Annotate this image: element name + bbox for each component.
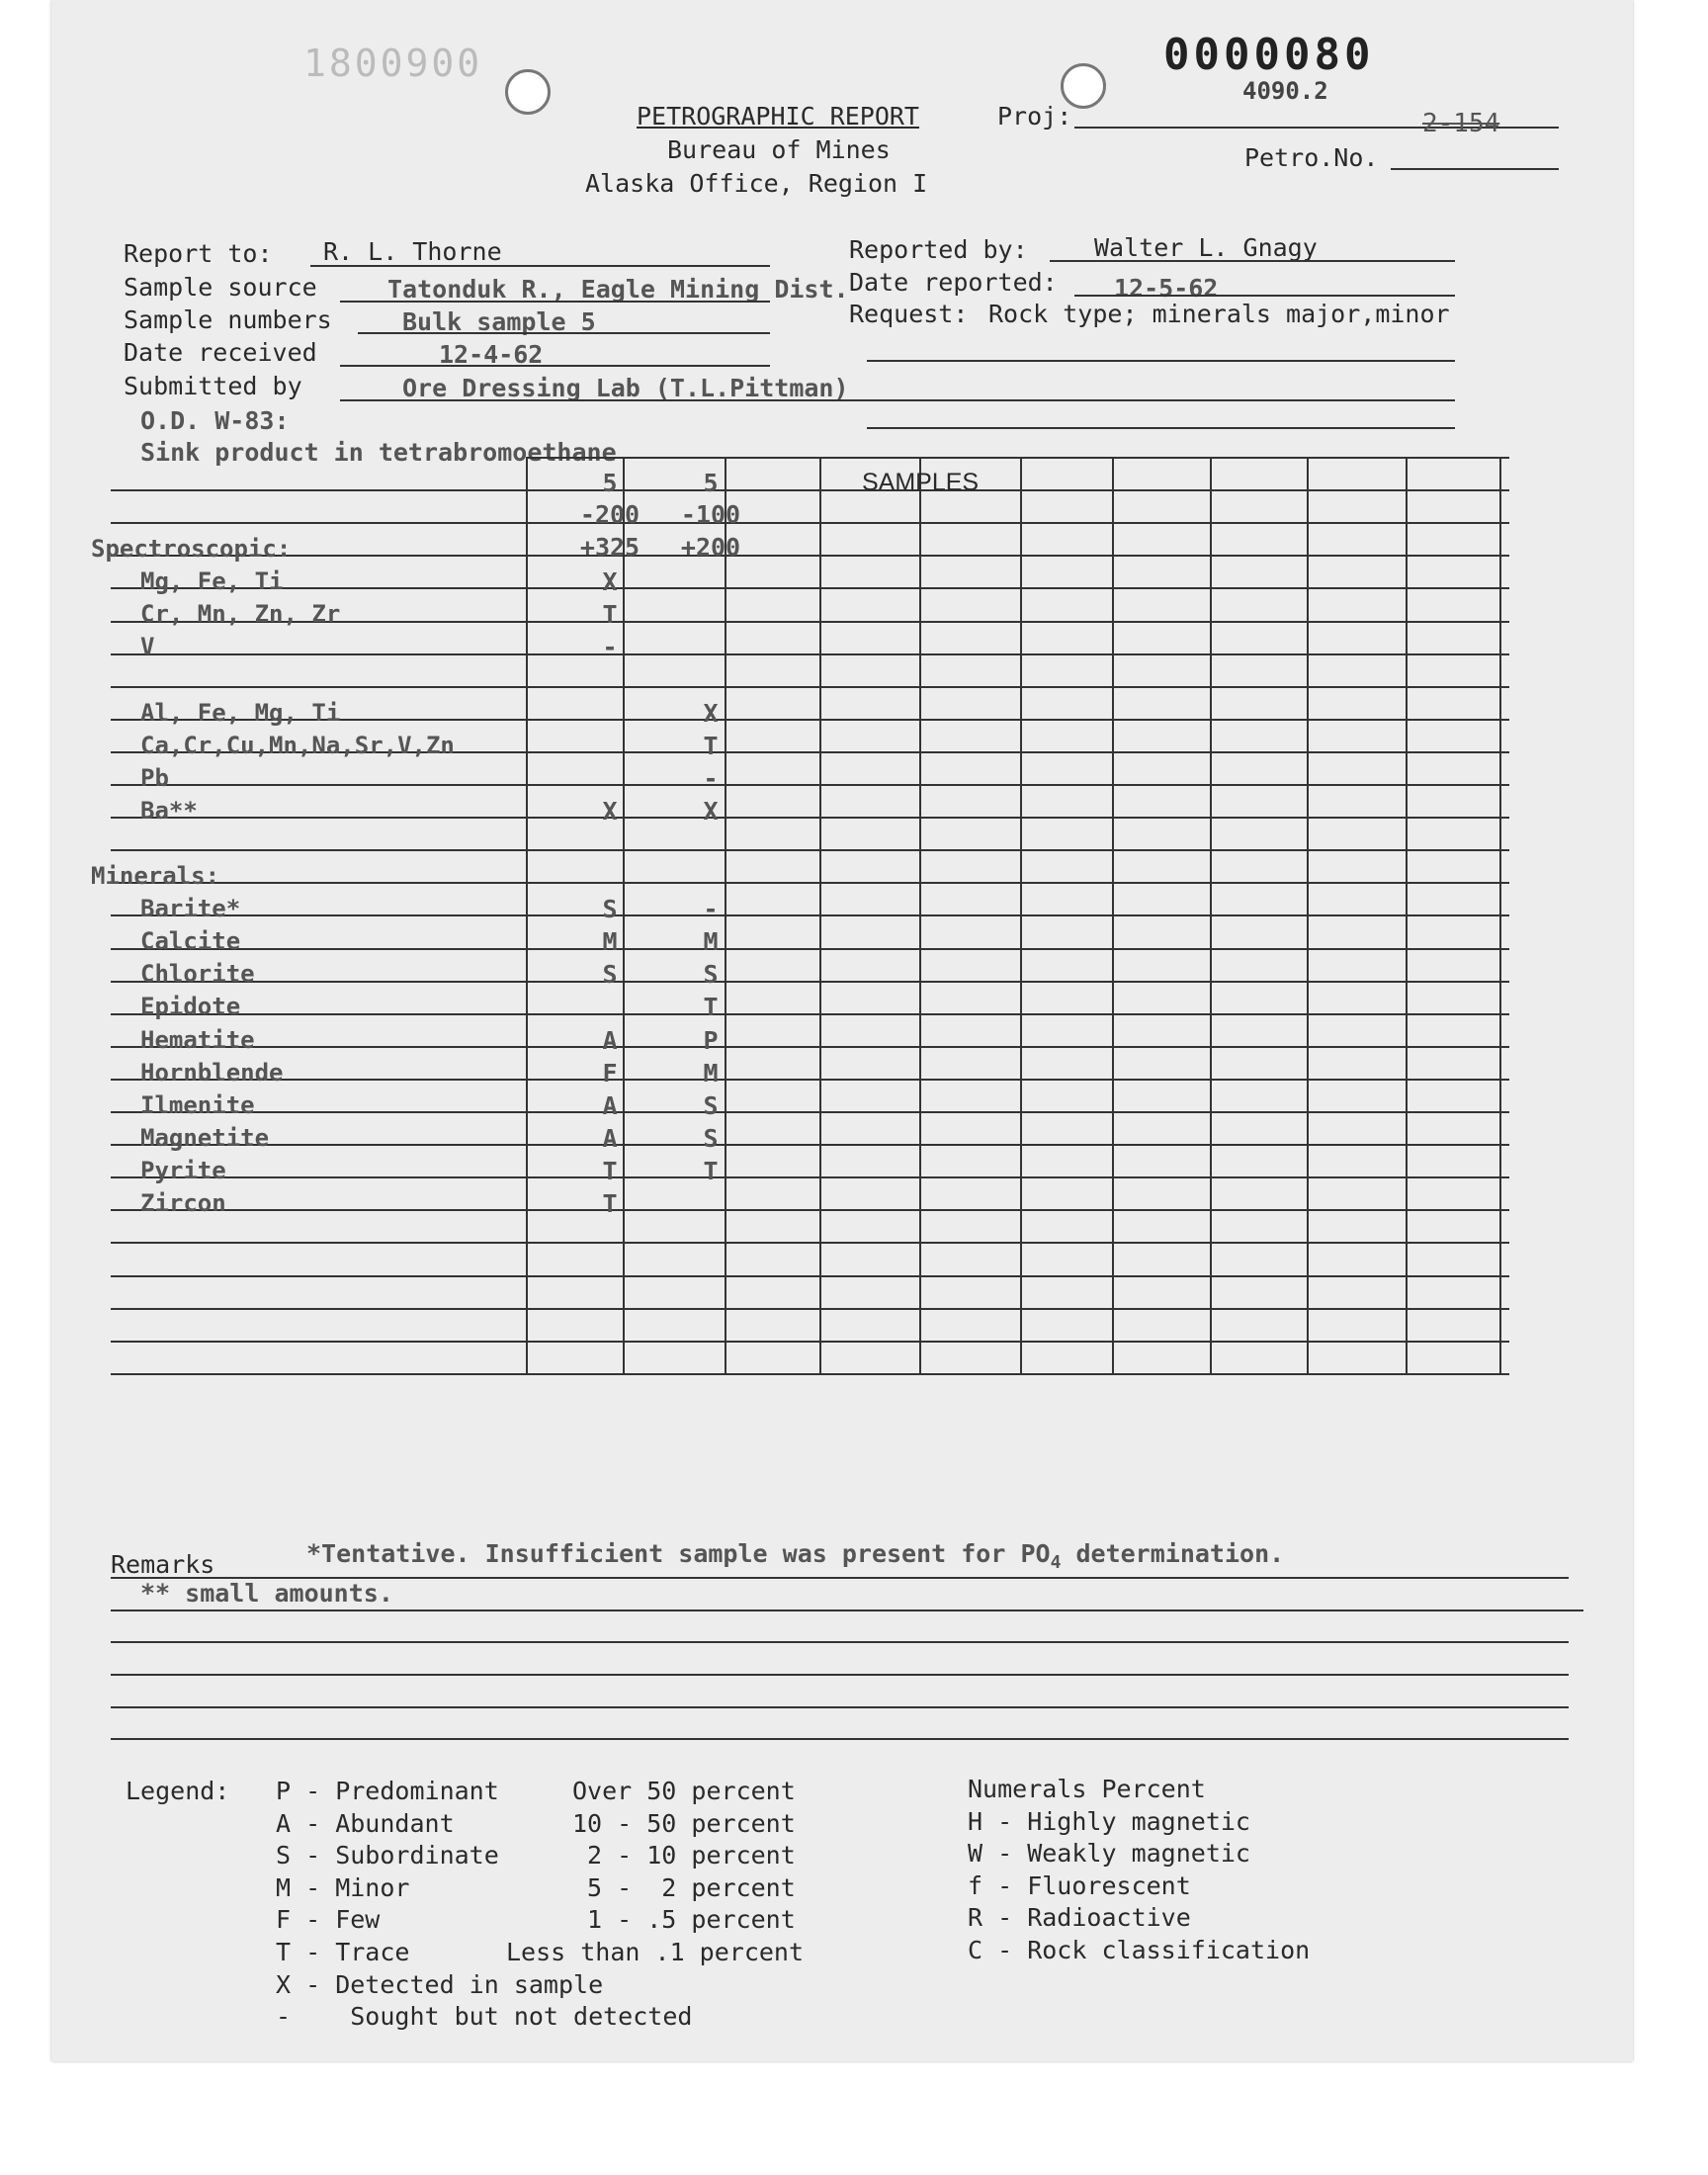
table-gridline xyxy=(111,981,1509,983)
table-row-label: Ilmenite xyxy=(140,1090,255,1119)
table-cell-c1: S xyxy=(602,960,618,990)
col2-mesh-plus: +200 xyxy=(680,533,741,562)
remarks-line-2: ** small amounts. xyxy=(140,1579,393,1608)
table-cell-c1: F xyxy=(602,1058,618,1088)
table-row-label: Magnetite xyxy=(140,1123,270,1152)
table-gridline xyxy=(111,882,1509,884)
legend-entry: C - Rock classification xyxy=(968,1936,1311,1964)
table-cell-c1: X xyxy=(602,796,618,826)
request-label: Request: xyxy=(849,300,969,328)
samples-header: SAMPLES xyxy=(862,469,980,496)
table-column-line xyxy=(1112,457,1114,1176)
date-reported-label: Date reported: xyxy=(849,268,1058,297)
table-cell-c1: X xyxy=(602,567,618,597)
sample-source-label: Sample source xyxy=(124,273,317,302)
legend-entry: 10 - 50 percent xyxy=(572,1808,796,1838)
table-row-label: Hornblende xyxy=(140,1058,284,1087)
table-row-label: Ca,Cr,Cu,Mn,Na,Sr,V,Zn xyxy=(140,731,455,759)
report-title: PETROGRAPHIC REPORT xyxy=(637,102,919,130)
table-gridline xyxy=(111,1209,1509,1211)
table-gridline xyxy=(111,784,1509,786)
legend-label: Legend: xyxy=(126,1777,230,1805)
table-cell-c2: S xyxy=(703,960,719,990)
table-column-line xyxy=(819,457,821,1176)
legend-entry: T - Trace xyxy=(276,1938,410,1966)
legend-entry: P - Predominant xyxy=(276,1777,499,1805)
table-gridline xyxy=(111,522,1509,524)
table-cell-c1: T xyxy=(602,600,618,630)
document-number: 0000080 xyxy=(1163,30,1375,80)
table-column-line xyxy=(1499,457,1501,1176)
legend-entry: X - Detected in sample xyxy=(276,1969,604,1999)
legend-entry: 5 - 2 percent xyxy=(572,1872,796,1902)
table-cell-c2: - xyxy=(703,763,719,793)
bureau-name: Bureau of Mines xyxy=(667,135,891,164)
table-cell-c1: T xyxy=(602,1156,618,1185)
table-column-line xyxy=(1499,1176,1501,1373)
table-row-label: Pyrite xyxy=(140,1156,226,1184)
table-gridline xyxy=(111,489,1509,491)
table-column-line xyxy=(725,1176,726,1373)
table-cell-c2: T xyxy=(703,1156,719,1185)
table-cell-c2: M xyxy=(703,1058,719,1088)
table-column-line xyxy=(1210,457,1212,1176)
table-column-line xyxy=(526,1176,528,1373)
table-gridline xyxy=(111,1308,1509,1310)
col2-sample-number: 5 xyxy=(703,469,719,497)
legend-entry: F - Few xyxy=(276,1905,381,1935)
table-section-heading: Spectroscopic: xyxy=(91,535,292,563)
sample-numbers-value: Bulk sample 5 xyxy=(402,307,596,336)
table-row-label: Mg, Fe, Ti xyxy=(140,567,284,596)
faint-serial-stamp: 1800900 xyxy=(303,42,483,85)
table-row-label: Pb xyxy=(140,763,169,792)
table-cell-c2: S xyxy=(703,1090,719,1120)
report-to-label: Report to: xyxy=(124,239,273,268)
reported-by-value: Walter L. Gnagy xyxy=(1094,233,1318,262)
punch-hole-left xyxy=(505,69,551,115)
reported-by-label: Reported by: xyxy=(849,235,1028,264)
legend-entry: H - Highly magnetic xyxy=(968,1806,1250,1836)
petro-number-value: 2-154 xyxy=(1422,109,1500,138)
table-gridline xyxy=(111,817,1509,819)
table-column-line xyxy=(1406,1176,1408,1373)
table-column-line xyxy=(1020,1176,1022,1373)
table-cell-c1: S xyxy=(602,895,618,924)
table-cell-c2: S xyxy=(703,1123,719,1153)
report-to-value: R. L. Thorne xyxy=(323,237,502,266)
table-column-line xyxy=(1406,457,1408,1176)
petro-no-label: Petro.No. xyxy=(1244,143,1379,172)
report-page xyxy=(51,0,1633,2061)
legend-entry: - Sought but not detected xyxy=(276,2002,693,2032)
legend-entry: M - Minor xyxy=(276,1872,410,1902)
date-reported-value: 12-5-62 xyxy=(1114,274,1219,303)
table-gridline xyxy=(111,1079,1509,1081)
od-note: O.D. W-83: xyxy=(140,406,290,435)
table-cell-c2: X xyxy=(703,796,719,826)
remarks-label: Remarks xyxy=(111,1550,215,1579)
table-gridline xyxy=(111,686,1509,688)
legend-entry: Numerals Percent xyxy=(968,1775,1206,1803)
table-gridline xyxy=(111,1373,1509,1375)
table-cell-c1: - xyxy=(602,633,618,662)
date-received-label: Date received xyxy=(124,338,317,367)
sink-note: Sink product in tetrabromoethane xyxy=(140,438,617,467)
document-subnumber: 4090.2 xyxy=(1242,77,1328,105)
table-column-line xyxy=(1210,1176,1212,1373)
table-row-label: Hematite xyxy=(140,1025,255,1054)
table-row-label: Cr, Mn, Zn, Zr xyxy=(140,600,341,629)
office-name: Alaska Office, Region I xyxy=(585,169,928,198)
table-row-label: Chlorite xyxy=(140,960,255,989)
table-cell-c1: A xyxy=(602,1123,618,1153)
legend-entry: Less than .1 percent xyxy=(506,1938,805,1966)
col1-sample-number: 5 xyxy=(602,469,618,497)
legend-entry: 2 - 10 percent xyxy=(572,1841,796,1870)
table-cell-c2: M xyxy=(703,927,719,957)
table-gridline xyxy=(111,1144,1509,1146)
table-cell-c1: A xyxy=(602,1090,618,1120)
legend-entry: f - Fluorescent xyxy=(968,1870,1191,1900)
table-cell-c1: T xyxy=(602,1189,618,1218)
table-gridline xyxy=(111,653,1509,655)
table-row-label: Barite* xyxy=(140,895,241,923)
table-row-label: Epidote xyxy=(140,993,241,1021)
table-row-label: Al, Fe, Mg, Ti xyxy=(140,698,341,727)
col1-mesh-minus: -200 xyxy=(579,500,640,529)
legend-entry: A - Abundant xyxy=(276,1808,455,1838)
table-column-line xyxy=(819,1176,821,1373)
table-cell-c1: A xyxy=(602,1025,618,1055)
table-column-line xyxy=(919,1176,921,1373)
table-column-line xyxy=(919,457,921,1176)
table-gridline xyxy=(111,849,1509,851)
table-gridline xyxy=(111,1111,1509,1113)
legend-entry: Over 50 percent xyxy=(572,1777,796,1805)
table-cell-c2: X xyxy=(703,698,719,728)
table-gridline xyxy=(111,1013,1509,1015)
legend-entry: W - Weakly magnetic xyxy=(968,1839,1250,1869)
table-column-line xyxy=(526,457,528,1176)
table-gridline xyxy=(111,1242,1509,1244)
table-row-label: Zircon xyxy=(140,1189,226,1217)
legend-entry: R - Radioactive xyxy=(968,1903,1191,1933)
table-gridline xyxy=(111,555,1509,557)
table-column-line xyxy=(1020,457,1022,1176)
table-gridline xyxy=(111,1341,1509,1343)
table-gridline xyxy=(526,457,1509,459)
table-gridline xyxy=(111,914,1509,916)
table-cell-c2: P xyxy=(703,1025,719,1055)
table-gridline xyxy=(111,587,1509,589)
table-cell-c2: - xyxy=(703,895,719,924)
table-gridline xyxy=(111,1176,1509,1178)
request-value: Rock type; minerals major,minor xyxy=(988,300,1450,328)
proj-label: Proj: xyxy=(997,102,1072,130)
table-column-line xyxy=(1307,1176,1309,1373)
table-row-label: Ba** xyxy=(140,796,198,825)
col1-mesh-plus: +325 xyxy=(579,533,640,562)
sample-source-value: Tatonduk R., Eagle Mining Dist. xyxy=(387,275,849,304)
table-gridline xyxy=(111,1046,1509,1048)
table-row-label: V xyxy=(140,633,155,661)
sample-numbers-label: Sample numbers xyxy=(124,305,332,334)
table-cell-c2: T xyxy=(703,993,719,1022)
table-row-label: Calcite xyxy=(140,927,241,956)
table-gridline xyxy=(111,1275,1509,1277)
table-section-heading: Minerals: xyxy=(91,862,220,890)
table-column-line xyxy=(1112,1176,1114,1373)
date-received-value: 12-4-62 xyxy=(439,340,544,369)
legend-entry: S - Subordinate xyxy=(276,1841,499,1870)
submitted-by-label: Submitted by xyxy=(124,372,302,400)
col2-mesh-minus: -100 xyxy=(680,500,741,529)
submitted-by-value: Ore Dressing Lab (T.L.Pittman) xyxy=(402,374,849,402)
table-cell-c1: M xyxy=(602,927,618,957)
table-column-line xyxy=(1307,457,1309,1176)
table-gridline xyxy=(111,948,1509,950)
remarks-line-1: *Tentative. Insufficient sample was present for $PO_4$ determination. xyxy=(306,1539,1285,1573)
table-cell-c2: T xyxy=(703,731,719,760)
legend-entry: 1 - .5 percent xyxy=(572,1905,796,1935)
